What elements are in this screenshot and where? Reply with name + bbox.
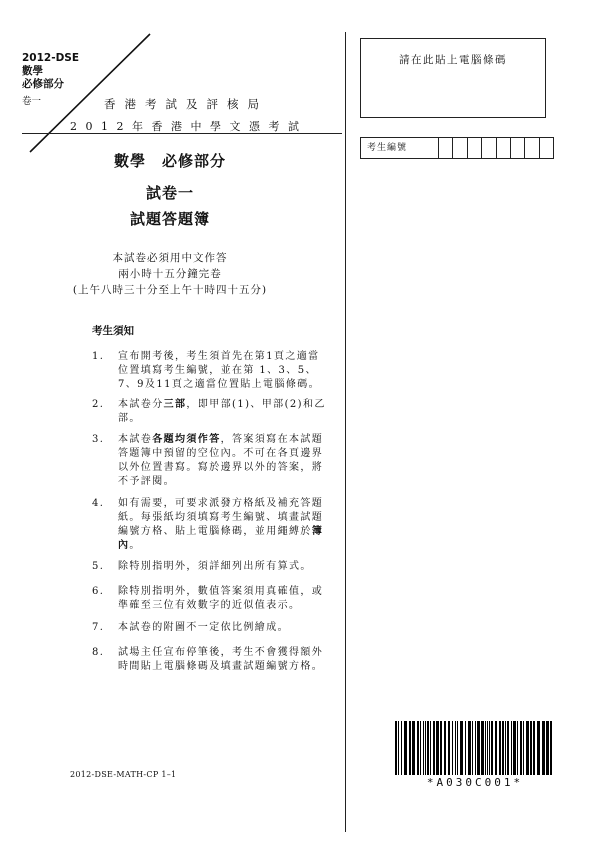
instruction-number: 6. — [92, 586, 105, 597]
barcode-bar — [440, 721, 442, 775]
instruction-item — [92, 497, 328, 553]
instructions-heading: 考生須知 — [92, 325, 134, 337]
barcode-bar — [487, 721, 488, 775]
barcode-bar — [472, 721, 473, 775]
candidate-digit-box[interactable] — [468, 138, 482, 158]
barcode-bar — [417, 721, 419, 775]
instruction-emphasis: 各題均須作答 — [152, 434, 221, 445]
barcode-bar — [530, 721, 532, 775]
barcode-bar — [481, 721, 484, 775]
barcode-bar — [395, 721, 397, 775]
title-paper: 試卷一 — [145, 184, 194, 202]
instruction-item — [92, 646, 328, 674]
instruction-text-part: 本試卷分 — [118, 399, 164, 410]
instruction-number: 2. — [92, 399, 105, 410]
instruction-text-part: 試場主任宣布停筆後，考生不會獲得額外時間貼上電腦條碼及填畫試題編號方格。 — [118, 647, 324, 672]
corner-paper: 卷一 — [22, 96, 42, 107]
barcode-bar — [537, 721, 540, 775]
barcode-bar — [517, 721, 518, 775]
barcode-bar — [423, 721, 424, 775]
instruction-text-part: 除特別指明外，須詳細列出所有算式。 — [118, 561, 312, 572]
barcode-bar — [489, 721, 490, 775]
instruction-item — [92, 585, 328, 613]
barcode-bar — [420, 721, 421, 775]
barcode-bar — [455, 721, 456, 775]
instruction-number: 1. — [92, 351, 105, 362]
instruction-text — [118, 497, 328, 553]
candidate-digit-box[interactable] — [439, 138, 453, 158]
candidate-digit-box[interactable] — [511, 138, 525, 158]
barcode-bar — [507, 721, 509, 775]
info-language: 本試卷必須用中文作答 — [112, 252, 228, 264]
info-time: (上午八時三十分至上午十時四十五分) — [72, 284, 268, 296]
instruction-item — [92, 560, 328, 574]
candidate-digit-box[interactable] — [482, 138, 496, 158]
title-part: 必修部分 — [162, 152, 227, 170]
barcode-bar — [513, 721, 516, 775]
barcode-text: *A030C001* — [426, 776, 524, 789]
instruction-text — [118, 560, 328, 574]
barcode-bar — [398, 721, 399, 775]
barcode-bar — [477, 721, 480, 775]
instruction-emphasis: 三部 — [163, 399, 187, 410]
candidate-number-field[interactable] — [360, 137, 554, 159]
barcode-bar — [526, 721, 529, 775]
instruction-text-part: ，即甲部(1)、甲部(2)和乙部。 — [118, 399, 326, 424]
barcode-bar — [404, 721, 407, 775]
instruction-item — [92, 398, 328, 426]
paper-code-footer: 2012-DSE-MATH-CP 1–1 — [70, 770, 177, 779]
barcode-bar — [475, 721, 476, 775]
barcode-bar — [511, 721, 512, 775]
barcode-bar — [465, 721, 466, 775]
barcode-bar — [460, 721, 463, 775]
barcode-bar — [533, 721, 535, 775]
exam-name: 2012年香港中學文憑考試 — [70, 120, 308, 133]
candidate-number-label: 考生編號 — [361, 138, 439, 158]
barcode-bar — [546, 721, 549, 775]
paper-corner-label — [22, 52, 79, 108]
instruction-text-part: 除特別指明外，數值答案須用真確值，或準確至三位有效數字的近似值表示。 — [118, 586, 324, 611]
barcode-bar — [495, 721, 497, 775]
barcode-sticker-box — [360, 38, 546, 118]
barcode-bar — [452, 721, 453, 775]
candidate-digit-box[interactable] — [453, 138, 467, 158]
barcode-bar — [436, 721, 439, 775]
barcode-bar — [468, 721, 471, 775]
barcode-bar — [425, 721, 426, 775]
vertical-divider — [345, 32, 346, 832]
instruction-text — [118, 433, 328, 489]
barcode-image — [395, 721, 555, 775]
instruction-item — [92, 433, 328, 489]
barcode-bar — [427, 721, 429, 775]
title-booklet: 試題答題簿 — [129, 210, 210, 228]
instruction-text-part: ，答案須寫在本試題答題簿中預留的空位內。不可在各頁邊界以外位置書寫。寫於邊界以外的答案，將不予評閱。 — [118, 434, 324, 487]
barcode-bar — [457, 721, 458, 775]
instruction-number: 3. — [92, 434, 105, 445]
header-rule — [22, 133, 342, 134]
instruction-text-part: 。 — [129, 540, 141, 551]
barcode-bar — [499, 721, 501, 775]
instruction-text-part: 如有需要，可要求派發方格紙及補充答題紙。每張紙均須填寫考生編號、填畫試題編號方格、貼上電腦條碼，並用繩縛於 — [118, 498, 324, 537]
info-duration: 兩小時十五分鐘完卷 — [118, 268, 222, 280]
instruction-item — [92, 621, 328, 635]
barcode-bar — [505, 721, 506, 775]
corner-exam-code: 2012-DSE — [22, 52, 80, 64]
barcode-bar — [485, 721, 486, 775]
barcode-bar — [550, 721, 552, 775]
exam-authority: 香港考試及評核局 — [104, 97, 268, 111]
instruction-text — [118, 398, 328, 426]
barcode-bar — [412, 721, 415, 775]
instruction-text-part: 宣布開考後，考生須首先在第1頁之適當位置填寫考生編號，並在第 1、3、5、7、9及11頁之適當位置貼上電腦條碼。 — [118, 351, 321, 390]
instruction-number: 5. — [92, 561, 105, 572]
instruction-text — [118, 646, 328, 674]
instruction-emphasis: 簿內 — [118, 526, 324, 551]
barcode-bar — [433, 721, 435, 775]
candidate-digit-box[interactable] — [540, 138, 553, 158]
barcode-bar — [448, 721, 450, 775]
instruction-item — [92, 350, 328, 392]
candidate-digit-box[interactable] — [497, 138, 511, 158]
corner-subject: 數學 — [22, 65, 43, 77]
barcode-bar — [409, 721, 411, 775]
corner-part: 必修部分 — [22, 78, 64, 90]
instruction-text — [118, 350, 328, 392]
instruction-number: 7. — [92, 622, 105, 633]
barcode-sticker-label: 請在此貼上電腦條碼 — [399, 54, 507, 66]
barcode-bar — [401, 721, 402, 775]
title-subject: 數學 — [113, 152, 146, 170]
paper-title — [0, 150, 340, 171]
barcode-bar — [430, 721, 431, 775]
barcode-bar — [542, 721, 545, 775]
barcode-bar — [502, 721, 504, 775]
instruction-number: 8. — [92, 647, 105, 658]
instruction-number: 4. — [92, 498, 105, 509]
barcode-bar — [491, 721, 493, 775]
barcode-bar — [523, 721, 524, 775]
barcode-bar — [444, 721, 446, 775]
instruction-text-part: 本試卷 — [118, 434, 153, 445]
barcode-bar — [520, 721, 522, 775]
instruction-text-part: 本試卷的附圖不一定依比例繪成。 — [118, 622, 289, 633]
candidate-digit-box[interactable] — [525, 138, 539, 158]
instruction-text — [118, 585, 328, 613]
instruction-text — [118, 621, 328, 635]
